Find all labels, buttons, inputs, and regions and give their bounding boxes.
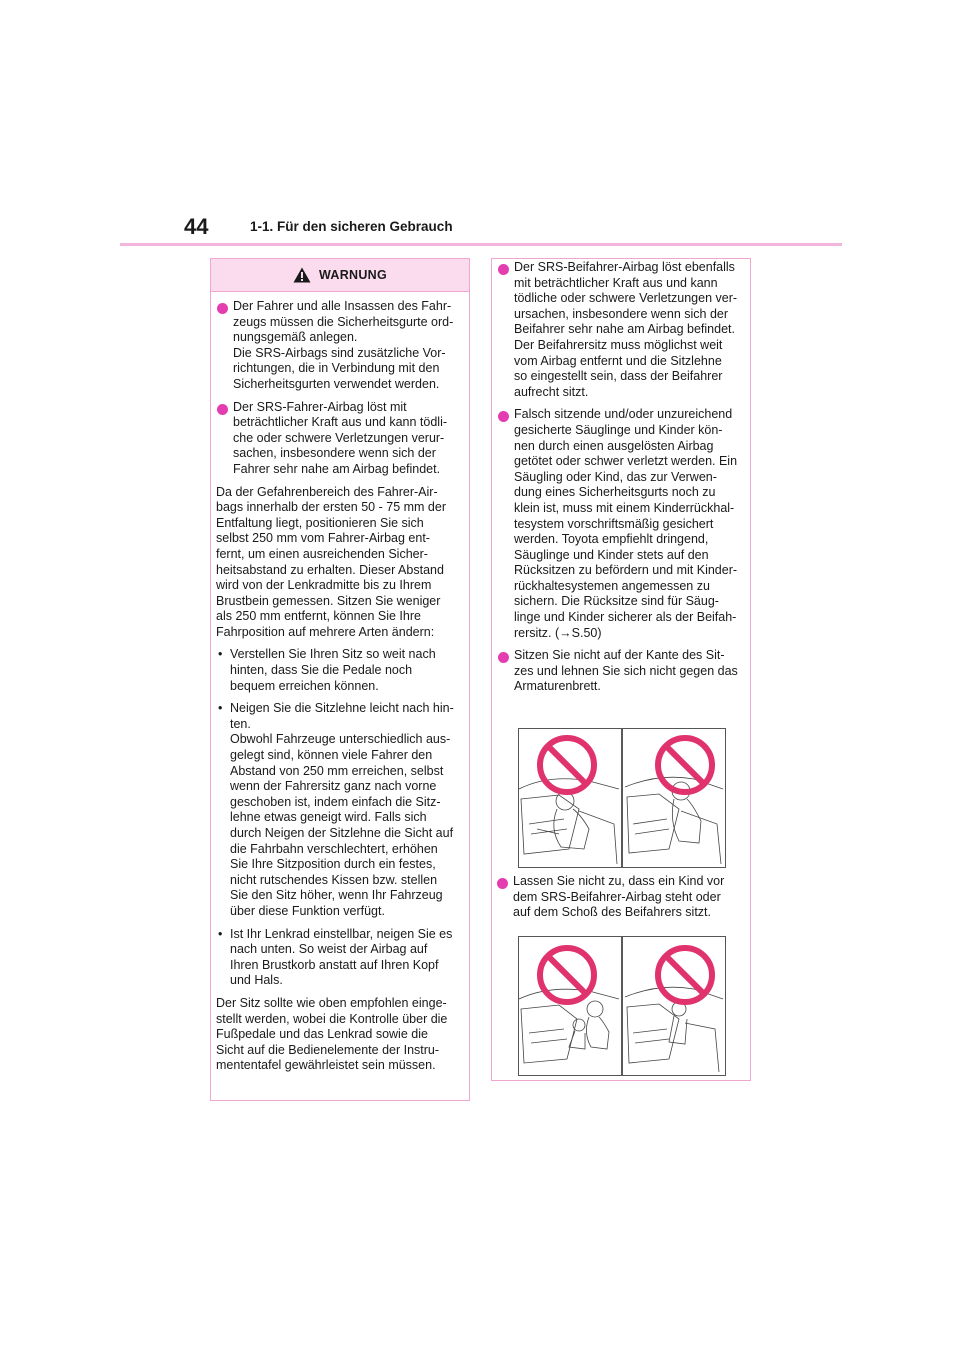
page-reference-link[interactable]: S.50) xyxy=(571,625,602,640)
illustration-passenger-posture xyxy=(518,728,726,868)
sub-list-text: Neigen Sie die Sitzlehne leicht nach hin- ten. Obwohl Fahrzeuge unterschiedlich aus- gelegt sind, können viele Fahrer den Abstand von 250 mm erreichen, selbst wenn der Fahrersitz ganz nach vorne geschoben ist, indem einfach die Sitz- lehne etwas geneigt wird. Falls sich durch Neigen der Sitzlehne die Sicht auf die Fahrbahn verschlechtert, erhöhen Sie Ihre Sitzposition durch ein festes, nicht rutschendes Kissen bzw. stellen Sie den Sitz höher, wenn Ihr Fahrzeug über diese Funktion verfügt. xyxy=(230,701,454,918)
prohibition-icon xyxy=(540,948,594,1002)
illustration-child-on-lap xyxy=(518,936,726,1076)
illustration-drawing xyxy=(519,937,725,1075)
bullet-dot-icon xyxy=(497,878,508,889)
sub-list-item xyxy=(216,927,469,989)
paragraph: Da der Gefahrenbereich des Fahrer-Air- bags innerhalb der ersten 50 - 75 mm der Entfaltung liegt, positionieren Sie sich selbst 250 mm vom Fahrer-Airbag ent- fernt, um einen ausreichenden Sicher- heitsabstand zu erhalten. Dieser Abstand wird von der Lenkradmitte bis zu Ihrem Brustbein gemessen. Sitzen Sie weniger als 250 mm entfernt, können Sie Ihre Fahrposition auf mehrere Arten ändern: xyxy=(216,484,446,639)
header-divider xyxy=(120,243,842,246)
bullet-text-main: Falsch sitzende und/oder unzureichend gesicherte Säuglinge und Kinder kön- nen durch einen ausgelösten Airbag getötet oder schwer verletzt werden. Ein Säugling oder Kind, das zur Verwen- dung eines Sicherheitsgurts noch zu klein ist, muss mit einem Kinderrückhal- tesystem vorschriftsmäßig gesichert werden. Toyota empfiehlt dringend, Säuglinge und Kinder stets auf den Rücksitzen zu befördern und mit Kinder- rückhaltesystemen angemessen zu sichern. Die Rücksitze sind für Säug- linge und Kinder sicherer als der Beifah- rersitz. ( xyxy=(514,407,738,640)
bullet-dot-icon xyxy=(498,652,509,663)
illustration-drawing xyxy=(519,729,725,867)
warning-header xyxy=(211,259,469,292)
prohibition-icon xyxy=(658,738,712,792)
bullet-item xyxy=(216,400,469,478)
section-title: 1-1. Für den sicheren Gebrauch xyxy=(250,219,453,234)
bullet-dot-icon xyxy=(498,264,509,275)
bullet-item xyxy=(497,260,750,400)
page-number: 44 xyxy=(184,214,209,239)
bullet-text: Sitzen Sie nicht auf der Kante des Sit- zes und lehnen Sie sich nicht gegen das Armaturenbrett. xyxy=(514,648,738,694)
sub-list-text: Ist Ihr Lenkrad einstellbar, neigen Sie es nach unten. So weist der Airbag auf Ihren Brustkorb anstatt auf Ihren Kopf und Hals. xyxy=(230,926,453,988)
prohibition-icon xyxy=(658,948,712,1002)
bullet-text: Lassen Sie nicht zu, dass ein Kind vor dem SRS-Beifahrer-Airbag steht oder auf dem Schoß des Beifahrers sitzt. xyxy=(513,874,725,920)
warning-label: WARNUNG xyxy=(318,268,388,282)
bullet-item xyxy=(216,299,469,393)
bullet-dot-icon xyxy=(498,411,509,422)
paragraph: Der Sitz sollte wie oben empfohlen einge- stellt werden, wobei die Kontrolle über die Fußpedale und das Lenkrad sowie die Sicht auf die Bedienelemente der Instru- mententafel gewährleistet sein müssen. xyxy=(216,995,448,1073)
bullet-text: Der Fahrer und alle Insassen des Fahr- zeugs müssen die Sicherheitsgurte ord- nungsgemäß anlegen. Die SRS-Airbags sind zusätzliche Vor- richtungen, die in Verbindung mit den Sicherheitsgurten verwendet werden. xyxy=(233,299,454,391)
sub-list-item xyxy=(216,647,469,694)
sub-bullet-mark: • xyxy=(218,926,223,941)
bullet-dot-icon xyxy=(217,404,228,415)
bullet-item xyxy=(497,648,750,695)
bullet-text: Der SRS-Beifahrer-Airbag löst ebenfalls mit beträchtlicher Kraft aus und kann tödliche oder schwere Verletzungen ver- ursachen, insbesondere wenn sich der Beifahrer sehr nahe am Airbag befindet. Der Beifahrersitz muss möglichst weit vom Airbag entfernt und die Sitzlehne so eingestellt sein, dass der Beifahrer aufrecht sitzt. xyxy=(514,260,738,399)
bullet-text: Der SRS-Fahrer-Airbag löst mit beträchtlicher Kraft aus und kann tödli- che oder schwere Verletzungen verur- sachen, insbesondere wenn sich der Fahrer sehr nahe am Airbag befindet. xyxy=(233,399,448,476)
sub-bullet-mark: • xyxy=(218,701,223,716)
warning-triangle-icon xyxy=(293,267,311,283)
bullet-item xyxy=(497,407,750,641)
warning-box-tail xyxy=(496,874,742,928)
sub-bullet-mark: • xyxy=(218,647,223,662)
bullet-text xyxy=(514,407,746,641)
sub-list-item xyxy=(216,701,469,919)
warning-box xyxy=(210,258,470,1101)
sub-list-text: Verstellen Sie Ihren Sitz so weit nach hinten, dass Sie die Pedale noch bequem erreichen können. xyxy=(230,647,436,693)
arrow-right-icon: → xyxy=(559,625,572,640)
bullet-item xyxy=(496,874,742,921)
prohibition-icon xyxy=(540,738,594,792)
bullet-dot-icon xyxy=(217,303,228,314)
